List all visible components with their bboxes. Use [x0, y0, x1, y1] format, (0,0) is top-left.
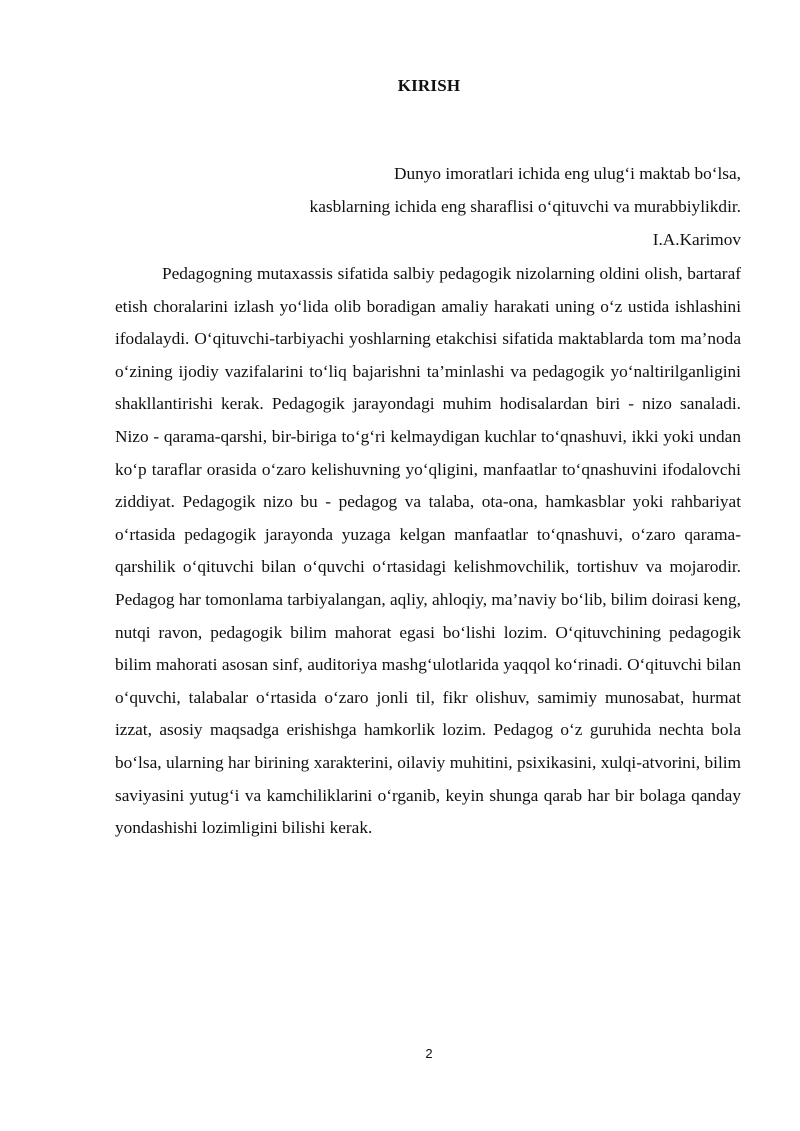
page-title: KIRISH [397, 76, 461, 95]
page-number: 2 [425, 1046, 433, 1061]
epigraph-author: I.A.Karimov [652, 230, 741, 249]
body-paragraph: Pedagogning mutaxassis sifatida salbiy pedagogik nizolarning oldini olish, bartaraf etish choralarini izlash yo‘lida olib boradigan amaliy harakati uning o‘z ustida ishlashini ifodalaydi. O‘qituvchi-tarbiyachi yoshlarning etakchisi sifatida maktablarda tom ma’noda o‘zining ijodiy vazifalarini to‘liq bajarishni ta’minlashi va pedagogik yo‘naltirilganligini shakllantirishi kerak. Pedagogik jarayondagi muhim hodisalardan biri - nizo sanaladi. Nizo - qarama-qarshi, bir-biriga to‘g‘ri kelmaydigan kuchlar to‘qnashuvi, ikki yoki undan ko‘p taraflar orasida o‘zaro kelishuvning yo‘qligini, manfaatlar to‘qnashuvini ifodalovchi ziddiyat. Pedagogik nizo bu - pedagog va talaba, ota-ona, hamkasblar yoki rahbariyat o‘rtasida pedagogik jarayonda yuzaga kelgan manfaatlar to‘qnashuvi, o‘zaro qarama-qarshilik o‘qituvchi bilan o‘quvchi o‘rtasidagi kelishmovchilik, tortishuv va mojarodir. Pedagog har tomonlama tarbiyalangan, aqliy, ahloqiy, ma’naviy bo‘lib, bilim doirasi keng, nutqi ravon, pedagogik bilim mahorat egasi bo‘lishi lozim. O‘qituvchining pedagogik bilim mahorati asosan sinf, auditoriya mashg‘ulotlarida yaqqol ko‘rinadi. O‘qituvchi bilan o‘quvchi, talabalar o‘rtasida o‘zaro jonli til, fikr olishuv, samimiy munosabat, hurmat izzat, asosiy maqsadga erishishga hamkorlik lozim. Pedagog o‘z guruhida nechta bola bo‘lsa, ularning har birining xarakterini, oilaviy muhitini, psixikasini, xulqi-atvorini, bilim saviyasini yutug‘i va kamchiliklarini o‘rganib, keyin shunga qarab har bir bolaga qanday yondashishi lozimligini bilishi kerak. [115, 264, 741, 838]
epigraph-line-2: kasblarning ichida eng sharaflisi o‘qituvchi va murabbiylikdir. [309, 197, 741, 216]
epigraph-line-1: Dunyo imoratlari ichida eng ulug‘i maktab bo‘lsa, [394, 164, 741, 183]
